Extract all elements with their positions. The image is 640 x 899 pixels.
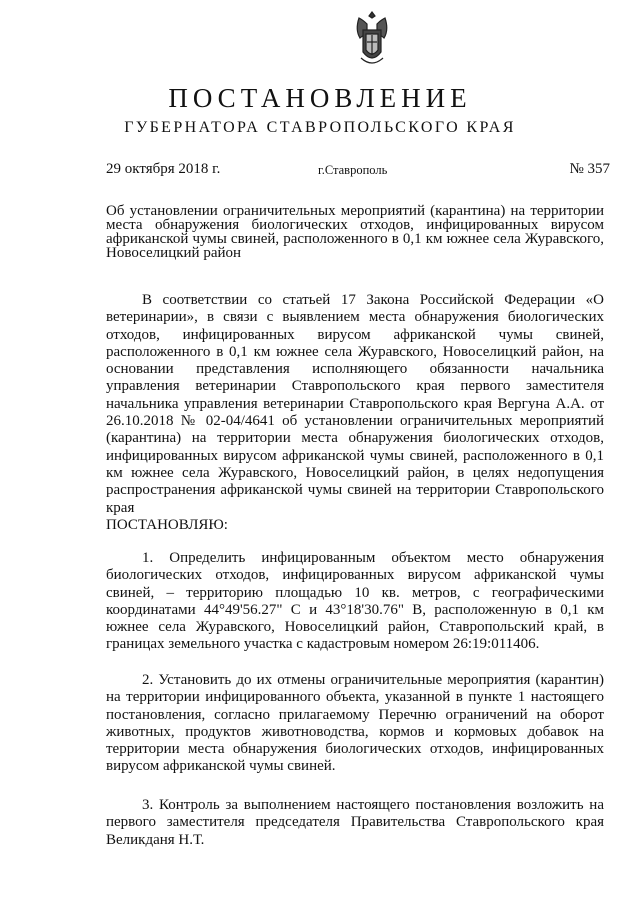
document-city: г.Ставрополь <box>318 163 388 177</box>
document-title: ПОСТАНОВЛЕНИЕ <box>168 83 472 113</box>
coat-of-arms-icon <box>351 8 393 72</box>
resolution-item-2: 2. Установить до их отмены ограничительные мероприятия (карантин) на территории инфицированного объекта, указанной в пункте 1 настоящего постановления, согласно прилагаемому Перечню ограничений на оборот животных, продуктов животноводства, кормов и кормовых добавок на территории места обнаружения биологических отходов, инфицированных вирусом африканской чумы свиней. <box>106 672 604 775</box>
resolve-heading: ПОСТАНОВЛЯЮ: <box>106 517 228 533</box>
document-subtitle: ГУБЕРНАТОРА СТАВРОПОЛЬСКОГО КРАЯ <box>124 119 516 136</box>
resolution-item-3: 3. Контроль за выполнением настоящего постановления возложить на первого заместителя председателя Правительства Ставропольского края Великданя Н.Т. <box>106 797 604 848</box>
preamble-paragraph: В соответствии со статьей 17 Закона Российской Федерации «О ветеринарии», в связи с выявлением места обнаружения биологических отходов, инфицированных вирусом африканской чумы свиней, расположенного в 0,1 км южнее села Журавского, Новоселицкий район, на основании представления исполняющего обязанности начальника управления ветеринарии Ставропольского края первого заместителя начальника управления ветеринарии Ставропольского края Вергуна А.А. от 26.10.2018 № 02-04/4641 об установлении ограничительных мероприятий (карантина) на территории места обнаружения биологических отходов, инфицированных вирусом африканской чумы свиней, расположенного в 0,1 км южнее села Журавского, Новоселицкий район, в целях недопущения распространения африканской чумы свиней на территории Ставропольского края <box>106 292 604 516</box>
document-subject: Об установлении ограничительных мероприятий (карантина) на территории места обнаружения биологических отходов, инфицированных вирусом африканской чумы свиней, расположенного в 0,1 км южнее села Журавского, Новоселицкий район <box>106 203 604 261</box>
resolution-item-1: 1. Определить инфицированным объектом место обнаружения биологических отходов, инфицированных вирусом африканской чумы свиней, – территорию площадью 10 кв. метров, с географическими координатами 44°49'56.27" С и 43°18'30.76" В, расположенную в 0,1 км южнее села Журавского, Новоселицкий район, Ставропольский край, в границах земельного участка с кадастровым номером 26:19:011406. <box>106 550 604 653</box>
document-date: 29 октября 2018 г. <box>106 161 221 177</box>
document-number: № 357 <box>569 161 610 177</box>
